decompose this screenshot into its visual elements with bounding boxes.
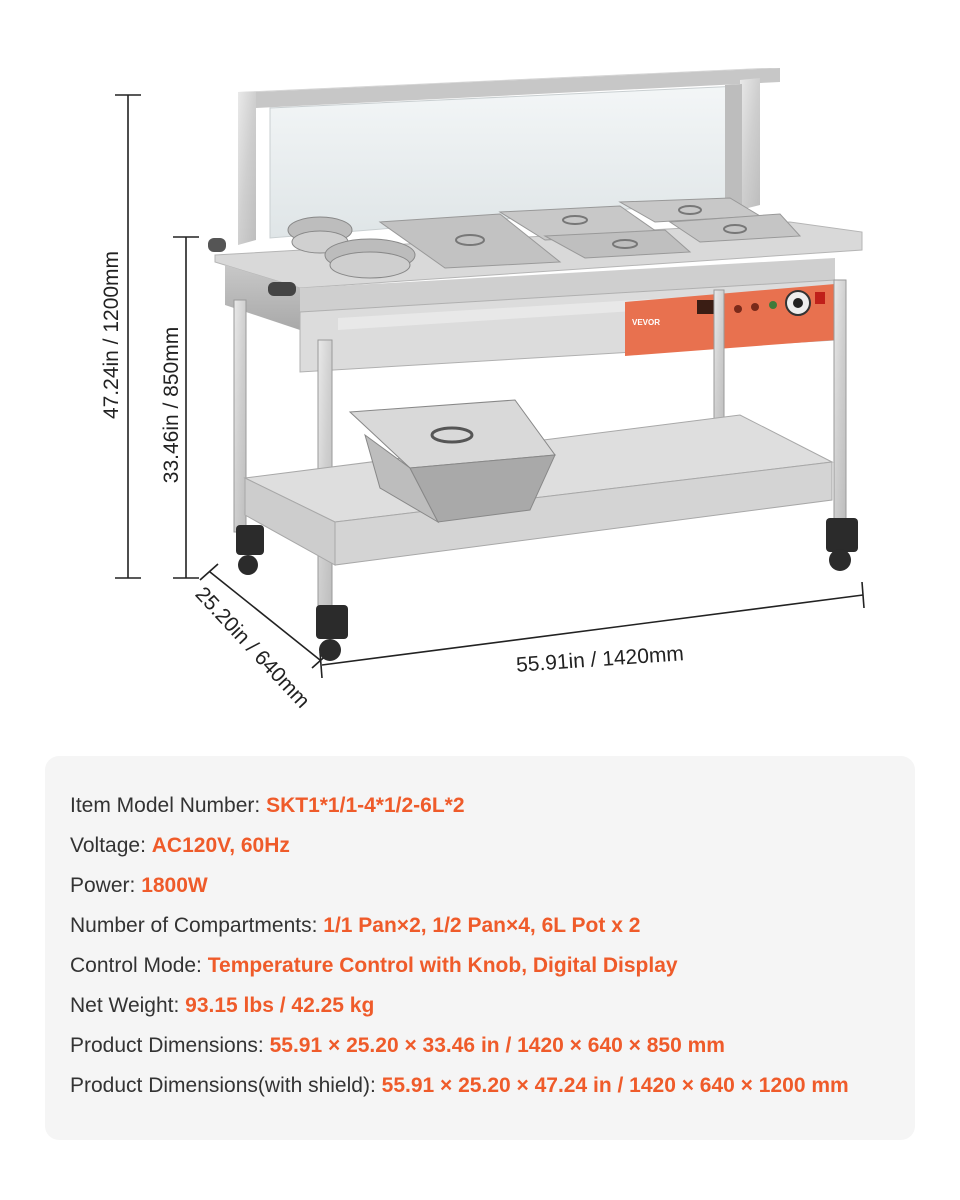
spec-value: 55.91 × 25.20 × 47.24 in / 1420 × 640 × 1200 mm [381,1074,849,1097]
spec-label: Item Model Number: [70,794,261,817]
spec-card [45,756,915,1140]
spec-value: 55.91 × 25.20 × 33.46 in / 1420 × 640 × 850 mm [269,1034,725,1057]
body-height-label: 33.46in / 850mm [160,326,183,484]
spec-label: Net Weight: [70,994,180,1017]
spec-label: Product Dimensions(with shield): [70,1074,376,1097]
brand-badge: VEVOR [632,318,661,327]
spec-row-power [70,874,208,898]
spec-label: Voltage: [70,834,146,857]
spec-label: Power: [70,874,136,897]
spec-value: Temperature Control with Knob, Digital Display [207,954,678,977]
spec-row-dimensions [70,1034,725,1058]
depth-label: 25.20in / 640mm [190,582,315,713]
spec-row-dimensions-shield [70,1074,849,1098]
spec-label: Number of Compartments: [70,914,318,937]
spec-value: AC120V, 60Hz [151,834,290,857]
spec-value: SKT1*1/1-4*1/2-6L*2 [266,794,465,817]
total-height-label: 47.24in / 1200mm [100,250,123,420]
spec-label: Control Mode: [70,954,202,977]
spec-label: Product Dimensions: [70,1034,264,1057]
spec-row-control-mode [70,954,678,978]
spec-value: 1/1 Pan×2, 1/2 Pan×4, 6L Pot x 2 [323,914,641,937]
spec-row-model [70,794,465,818]
spec-value: 93.15 lbs / 42.25 kg [185,994,375,1017]
spec-row-compartments [70,914,640,938]
width-label: 55.91in / 1420mm [515,642,685,677]
top-deck [208,198,862,372]
spec-value: 1800W [141,874,208,897]
spec-row-voltage [70,834,290,858]
spec-row-net-weight [70,994,374,1018]
